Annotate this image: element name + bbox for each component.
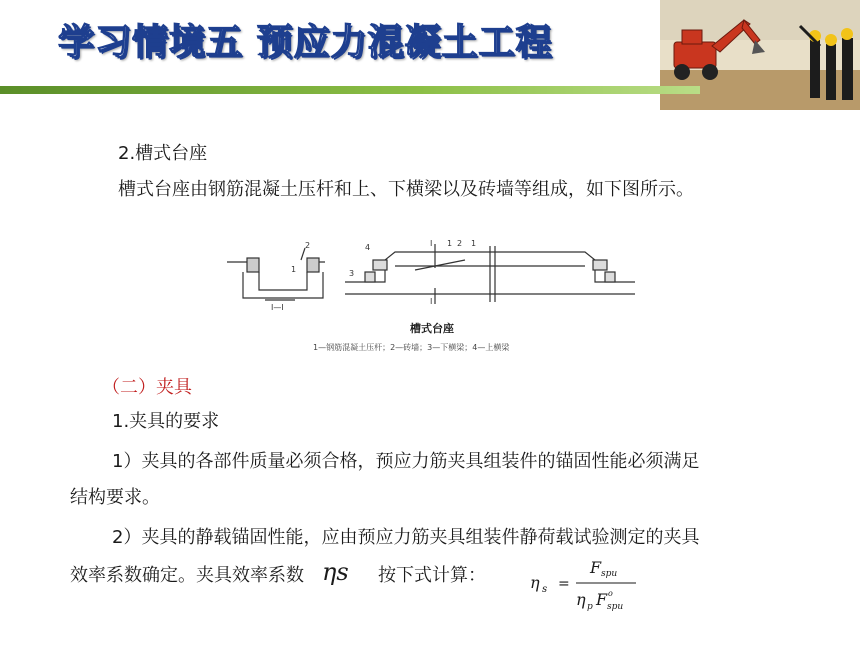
slide-title: 学习情境五 预应力混凝土工程 (58, 22, 553, 63)
mark-3: 3 (349, 269, 355, 278)
requirement-1-line-1: 1）夹具的各部件质量必须合格，预应力筋夹具组装件的锚固性能必须满足 (112, 451, 700, 472)
formula-num-sub: spu (601, 569, 618, 579)
cut-label-bottom: Ⅰ (430, 297, 433, 306)
mark-1c: 1 (471, 239, 477, 248)
section-heading: 2.槽式台座 (118, 143, 208, 164)
mark-2b: 2 (457, 239, 463, 248)
efficiency-formula (510, 555, 670, 615)
mark-1b: 1 (447, 239, 453, 248)
section-label: Ⅰ—Ⅰ (271, 303, 284, 312)
formula-den-f: F (596, 590, 608, 609)
subsection-title: （二）夹具 (102, 377, 192, 398)
formula-lhs-eta: η (530, 573, 540, 592)
mark-4: 4 (365, 243, 371, 252)
requirement-1-line-2: 结构要求。 (70, 487, 160, 508)
formula-den-sub: spu (607, 602, 624, 612)
title-divider (0, 86, 700, 94)
formula-den-eta-sub: p (587, 602, 593, 612)
requirement-2-line-2: 效率系数确定。夹具效率系数 (70, 565, 304, 586)
section-description: 槽式台座由钢筋混凝土压杆和上、下横梁以及砖墙等组成，如下图所示。 (118, 179, 694, 200)
calculation-text: 按下式计算： (378, 565, 486, 586)
mark-1: 1 (291, 265, 297, 274)
cut-label-top: Ⅰ (430, 239, 433, 248)
formula-lhs-sub: s (542, 584, 548, 595)
mark-2: 2 (305, 241, 311, 250)
trough-pedestal-diagram (225, 232, 645, 357)
eta-s-symbol: ηs (322, 558, 349, 586)
formula-den-eta: η (576, 590, 586, 609)
figure-legend: 1—钢筋混凝土压杆；2—砖墙；3—下横梁；4—上横梁 (313, 343, 510, 352)
requirements-heading: 1.夹具的要求 (112, 411, 220, 432)
requirement-2-line-1: 2）夹具的静载锚固性能，应由预应力筋夹具组装件静荷载试验测定的夹具 (112, 527, 700, 548)
figure-caption: 槽式台座 (410, 322, 454, 335)
formula-num-f: F (590, 558, 602, 577)
formula-den-sup: o (608, 589, 613, 598)
formula-equals: = (558, 576, 570, 592)
